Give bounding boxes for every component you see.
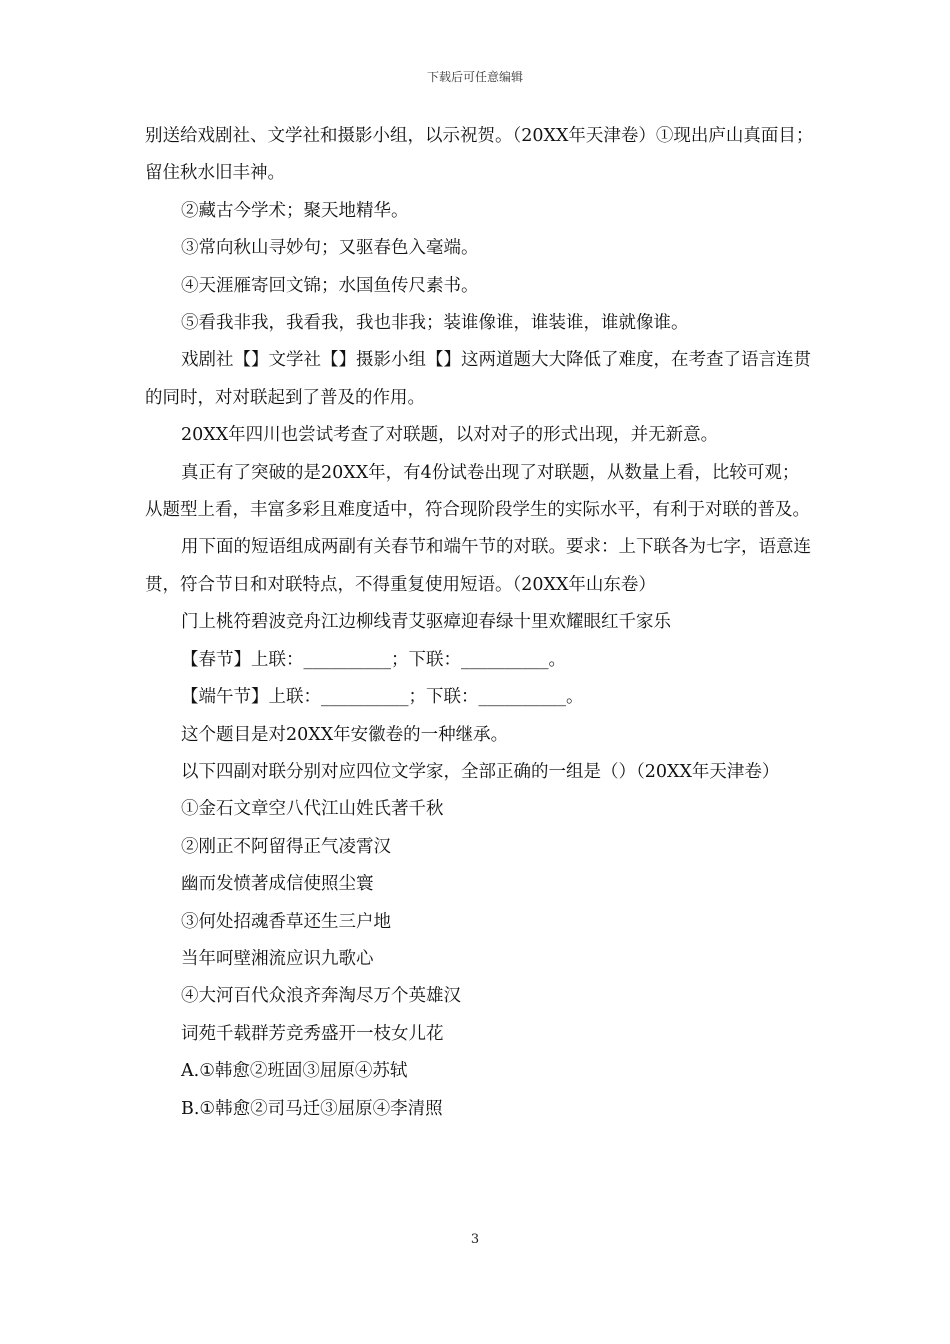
paragraph: 20XX年四川也尝试考查了对联题，以对对子的形式出现，并无新意。 xyxy=(181,425,719,446)
paragraph: 【端午节】上联：__________；下联：__________。 xyxy=(181,687,584,708)
paragraph: 词苑千载群芳竞秀盛开一枝女儿花 xyxy=(181,1023,444,1044)
paragraph: A.①韩愈②班固③屈原④苏轼 xyxy=(181,1061,408,1082)
paragraph: ②藏古今学术；聚天地精华。 xyxy=(181,200,409,221)
page-header: 下载后可任意编辑 xyxy=(426,70,523,84)
paragraph: ②刚正不阿留得正气凌霄汉 xyxy=(181,836,391,857)
paragraph: 这个题目是对20XX年安徽卷的一种继承。 xyxy=(181,724,509,745)
paragraph: ③何处招魂香草还生三户地 xyxy=(181,911,391,932)
paragraph: B.①韩愈②司马迁③屈原④李清照 xyxy=(181,1098,443,1119)
paragraph: ③常向秋山寻妙句；又驱春色入毫端。 xyxy=(181,238,479,259)
paragraph: 当年呵壁湘流应识九歌心 xyxy=(181,948,374,969)
paragraph: ①金石文章空八代江山姓氏著千秋 xyxy=(181,799,444,820)
paragraph: 真正有了突破的是20XX年，有4份试卷出现了对联题，从数量上看，比较可观；从题型上看，丰富多彩且难度适中，符合现阶段学生的实际水平，有利于对联的普及。 xyxy=(145,462,810,521)
paragraph: 幽而发愤著成信使照尘寰 xyxy=(181,874,374,895)
paragraph: 戏剧社【】文学社【】摄影小组【】这两道题大大降低了难度，在考查了语言连贯的同时，对对联起到了普及的作用。 xyxy=(145,350,811,408)
page-number: 3 xyxy=(470,1232,480,1247)
paragraph: 用下面的短语组成两副有关春节和端午节的对联。要求：上下联各为七字，语意连贯，符合节日和对联特点，不得重复使用短语。（20XX年山东卷） xyxy=(145,537,811,595)
paragraph: ④大河百代众浪齐奔淘尽万个英雄汉 xyxy=(181,986,461,1007)
paragraph: 以下四副对联分别对应四位文学家，全部正确的一组是（）（20XX年天津卷） xyxy=(181,761,780,782)
paragraph: 【春节】上联：__________；下联：__________。 xyxy=(181,649,566,670)
paragraph: 别送给戏剧社、文学社和摄影小组，以示祝贺。（20XX年天津卷）①现出庐山真面目；留住秋水旧丰神。 xyxy=(145,126,814,184)
paragraph: ④天涯雁寄回文锦；水国鱼传尺素书。 xyxy=(181,275,479,296)
paragraph: 门上桃符碧波竞舟江边柳线青艾驱瘴迎春绿十里欢耀眼红千家乐 xyxy=(181,612,671,633)
document-body xyxy=(145,118,815,1128)
paragraph: ⑤看我非我，我看我，我也非我；装谁像谁，谁装谁，谁就像谁。 xyxy=(181,313,689,334)
